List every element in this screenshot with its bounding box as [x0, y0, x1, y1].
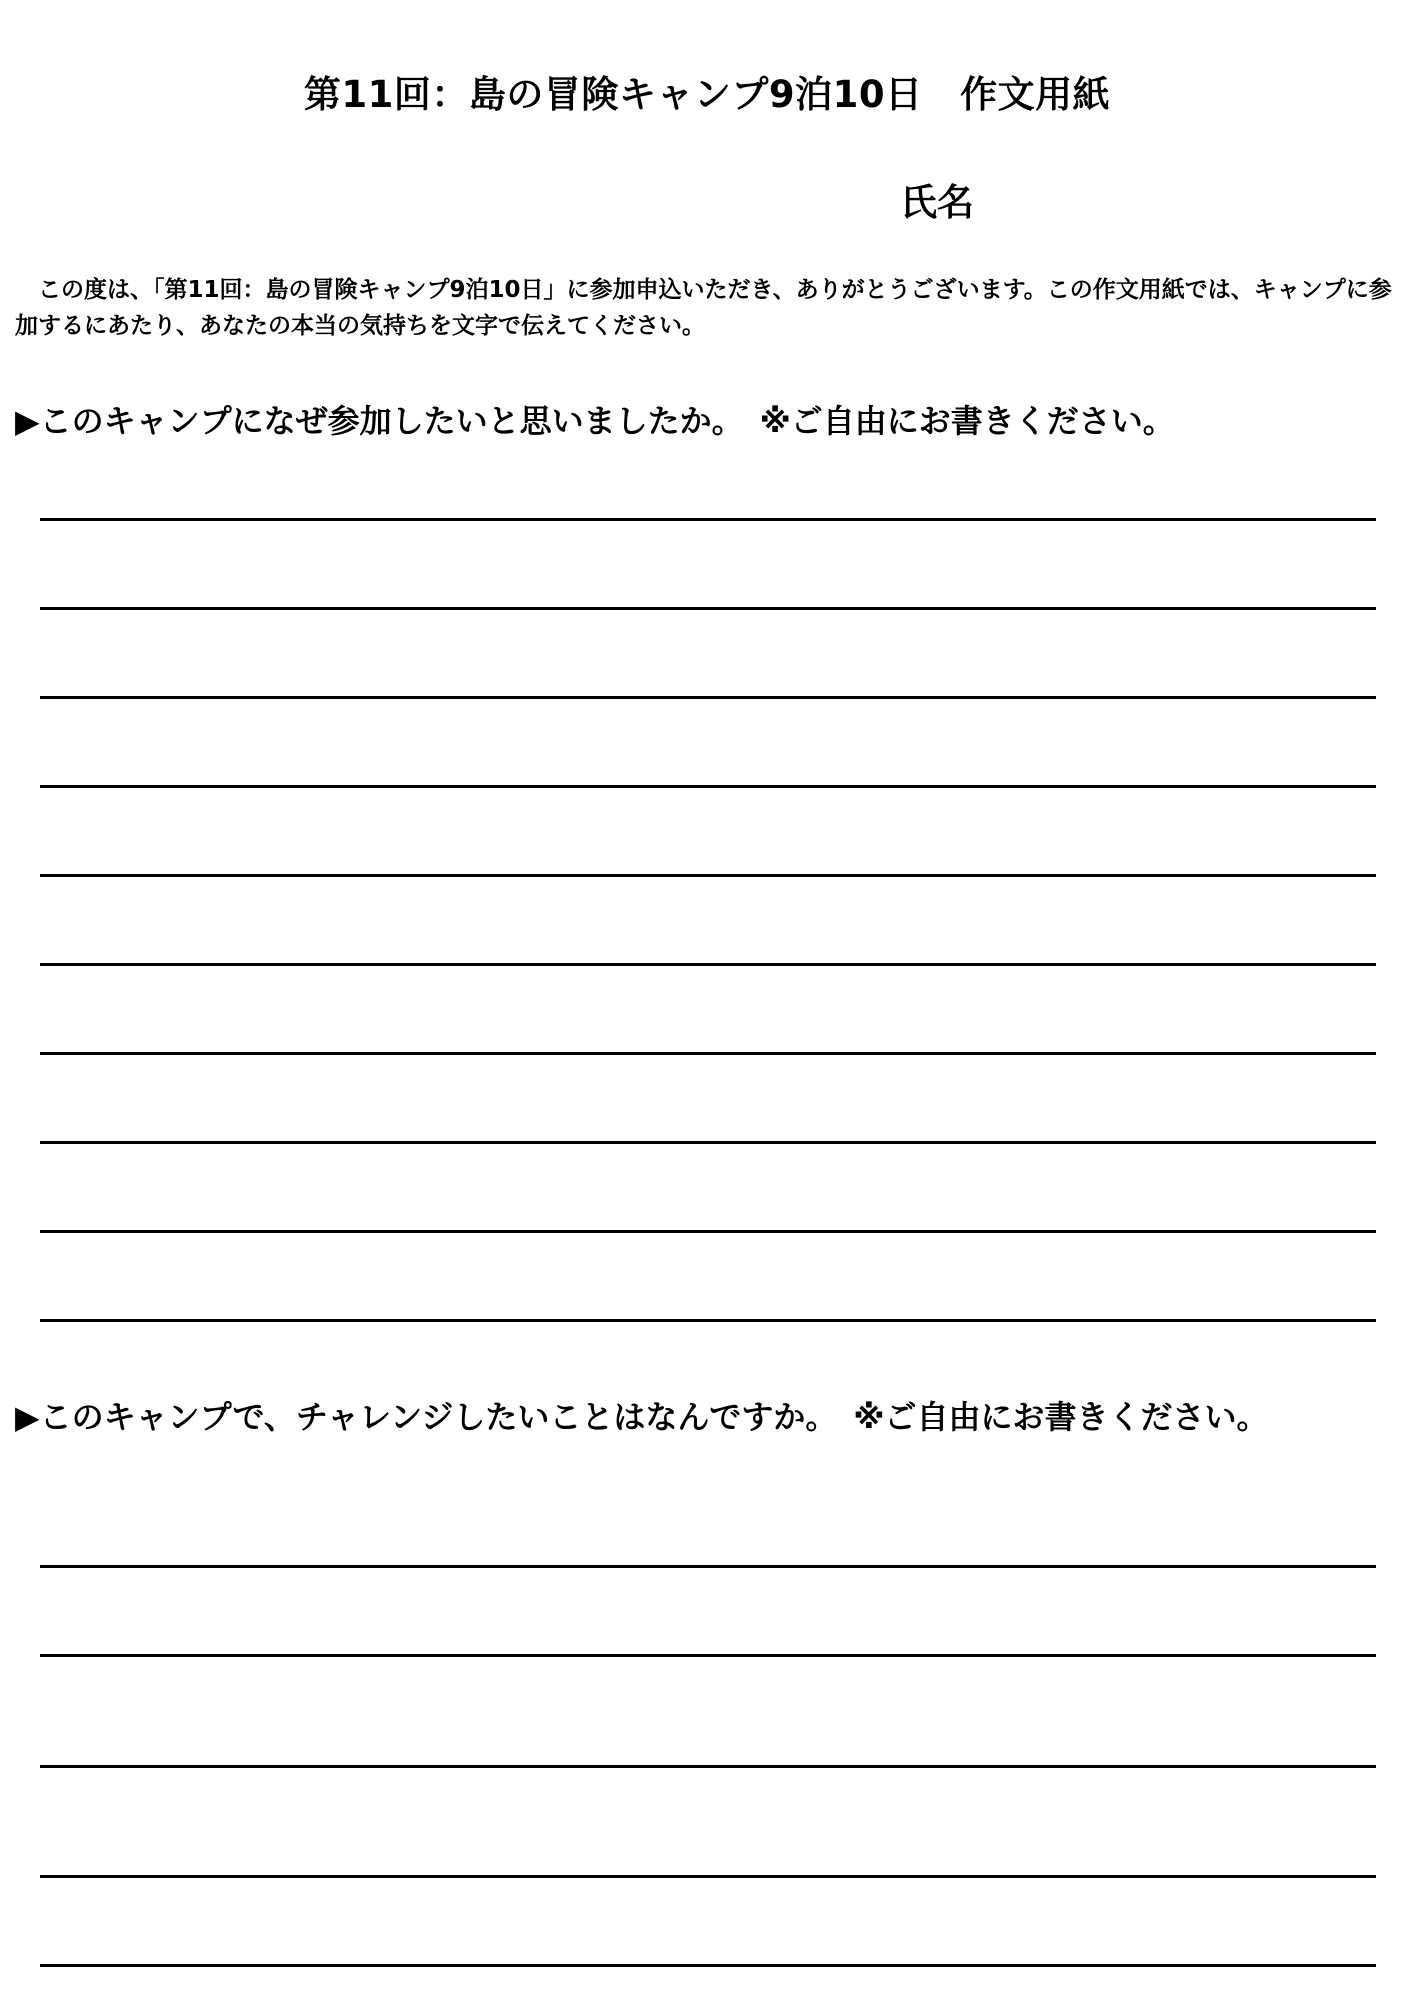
- writing-line: [40, 1230, 1376, 1233]
- writing-line: [40, 963, 1376, 966]
- writing-line: [40, 785, 1376, 788]
- writing-line: [40, 1565, 1376, 1568]
- question-1: ▶このキャンプになぜ参加したいと思いましたか。 ※ご自由にお書きください。: [15, 402, 1175, 440]
- writing-line: [40, 1875, 1376, 1878]
- writing-line: [40, 1964, 1376, 1967]
- writing-line: [40, 1319, 1376, 1322]
- writing-line: [40, 696, 1376, 699]
- writing-line: [40, 518, 1376, 521]
- writing-line: [40, 1765, 1376, 1768]
- writing-line: [40, 1052, 1376, 1055]
- writing-line: [40, 874, 1376, 877]
- writing-line: [40, 1654, 1376, 1657]
- intro-text: この度は、「第11回：島の冒険キャンプ9泊10日」に参加申込いただき、ありがとうございます。この作文用紙では、キャンプに参加するにあたり、あなたの本当の気持ちを文字で伝えてください。: [15, 277, 1392, 339]
- writing-line: [40, 1141, 1376, 1144]
- name-label: 氏名: [900, 181, 974, 224]
- question-2: ▶このキャンプで、チャレンジしたいことはなんですか。 ※ご自由にお書きください。: [15, 1398, 1269, 1436]
- page-title: 第11回：島の冒険キャンプ9泊10日 作文用紙: [303, 73, 1111, 116]
- writing-line: [40, 607, 1376, 610]
